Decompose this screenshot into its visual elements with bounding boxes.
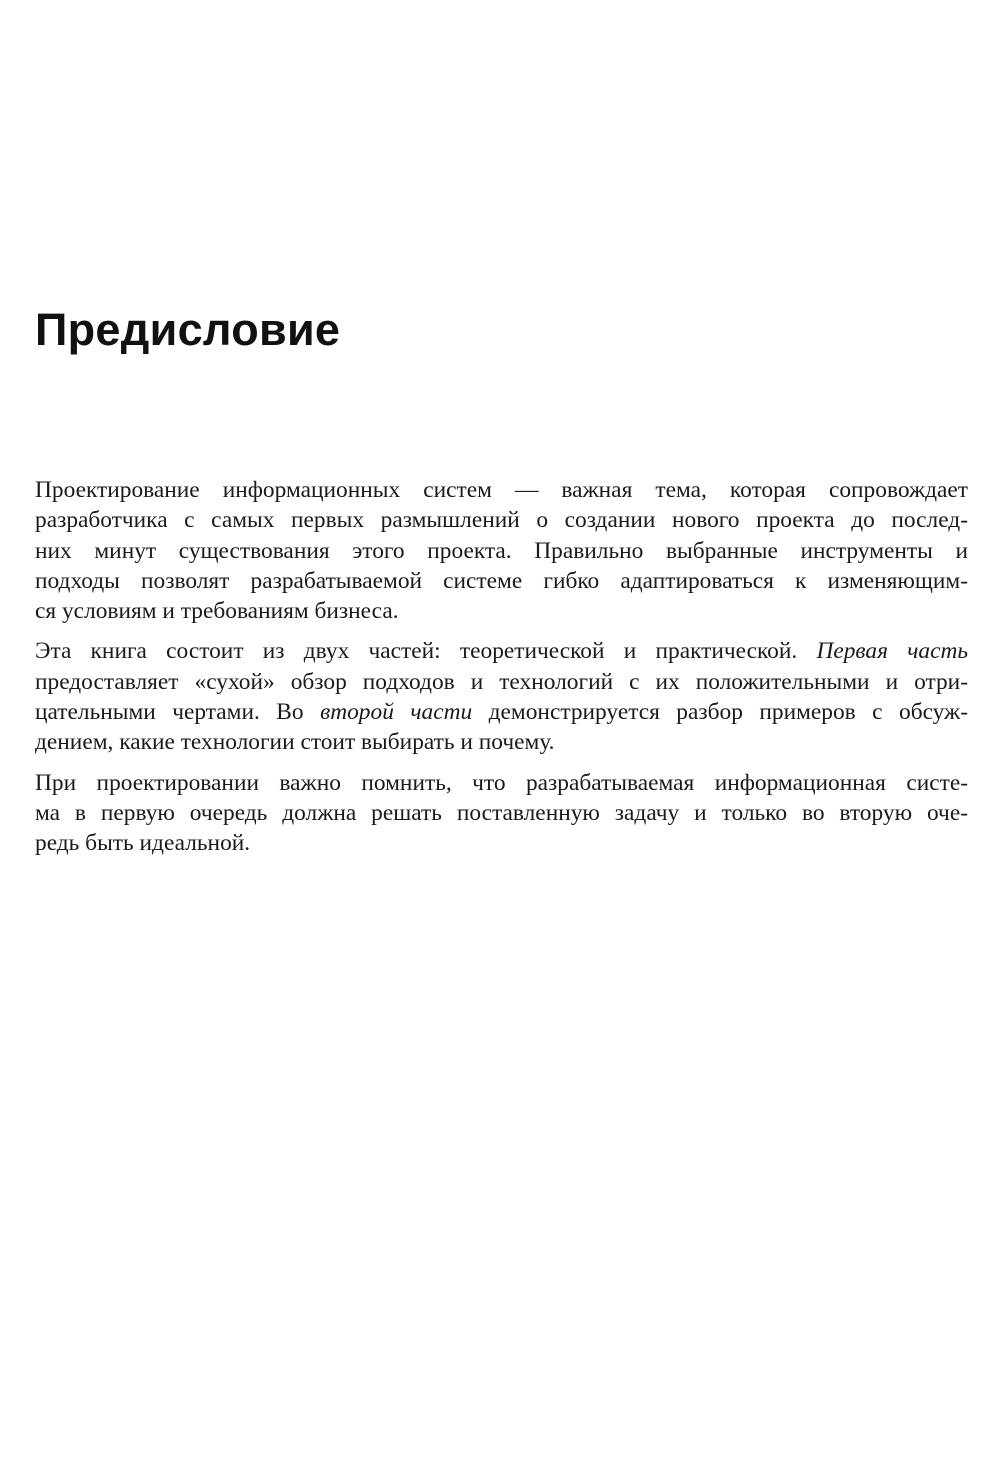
- line-text: предоставляет «сухой» обзор подходов и технологий с их положительными и отри-: [35, 668, 968, 695]
- paragraph-line: [35, 727, 968, 757]
- preface-body: [35, 475, 968, 869]
- chapter-title: Предисловие: [35, 304, 341, 355]
- paragraph-line: Проектирование информационных систем — важная тема, которая сопровождает: [35, 477, 968, 503]
- emphasis-first-part: Первая часть: [816, 638, 968, 665]
- paragraph-line: [35, 697, 968, 727]
- paragraph-line: разработчика с самых первых размышлений о создании нового проекта до послед-: [35, 507, 968, 534]
- paragraph-1: [35, 475, 968, 626]
- line-text: демонстрируется разбор примеров с обсуж-: [488, 699, 969, 726]
- paragraph-line: ма в первую очередь должна решать поставленную задачу и только во вторую оче-: [35, 799, 968, 826]
- paragraph-line: При проектировании важно помнить, что разрабатываемая информационная систе-: [35, 769, 968, 796]
- paragraph-line: [35, 636, 968, 666]
- paragraph-2: [35, 636, 968, 757]
- paragraph-line: [35, 667, 968, 697]
- line-text: цательными чертами. Во: [35, 699, 304, 726]
- paragraph-line: ся условиям и требованиям бизнеса.: [35, 598, 399, 625]
- paragraph-line: подходы позволят разрабатываемой системе гибко адаптироваться к изменяющим-: [35, 567, 968, 594]
- emphasis-second-part: второй части: [320, 699, 473, 726]
- paragraph-3: [35, 768, 968, 859]
- paragraph-line: редь быть идеальной.: [35, 830, 251, 857]
- line-text: Эта книга состоит из двух частей: теоретической и практической.: [35, 638, 798, 665]
- line-text: дением, какие технологии стоит выбирать и почему.: [35, 729, 555, 756]
- paragraph-line: них минут существования этого проекта. Правильно выбранные инструменты и: [35, 537, 968, 564]
